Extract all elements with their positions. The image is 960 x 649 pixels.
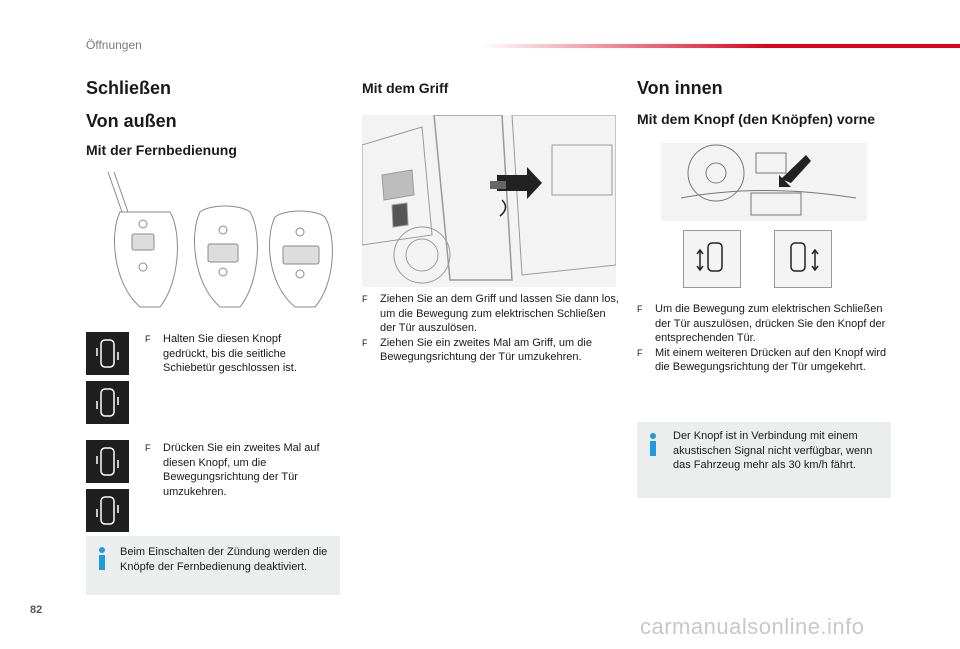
front-button-left-icon xyxy=(683,230,741,288)
bullet-item: F Um die Bewegung zum elektrischen Schließen der Tür auszulösen, drücken Sie den Knopf der entsprechenden Tür. xyxy=(637,303,886,344)
info-box xyxy=(637,422,891,498)
info-icon xyxy=(649,433,657,457)
handle-instructions xyxy=(362,292,620,365)
bullet-marker: F xyxy=(362,337,368,348)
heading-handle: Mit dem Griff xyxy=(362,80,449,96)
page-number: 82 xyxy=(30,604,43,616)
remote-keys-illustration xyxy=(100,172,340,312)
sliding-door-icon xyxy=(86,381,129,424)
info-icon xyxy=(98,547,106,571)
bullet-item: F Ziehen Sie ein zweites Mal am Griff, um die Bewegungsrichtung der Tür umzukehren. xyxy=(362,336,592,363)
info-text: Der Knopf ist in Verbindung mit einem akustischen Signal nicht verfügbar, wenn das Fahrzeug mehr als 30 km/h fährt. xyxy=(673,430,873,471)
sliding-door-icon xyxy=(86,440,129,483)
bullet-marker: F xyxy=(362,294,368,304)
sliding-door-icon xyxy=(86,332,129,375)
door-handle-illustration xyxy=(362,115,616,287)
heading-remote: Mit der Fernbedienung xyxy=(86,142,237,158)
section-title: Öffnungen xyxy=(86,38,142,52)
watermark: carmanualsonline.info xyxy=(640,614,865,639)
bullet-marker: F xyxy=(145,443,151,453)
front-button-instructions xyxy=(637,302,895,375)
bullet-marker: F xyxy=(145,334,151,344)
heading-front-button: Mit dem Knopf (den Knöpfen) vorne xyxy=(637,111,875,127)
front-button-right-icon xyxy=(774,230,832,288)
bullet-item: F Ziehen Sie an dem Griff und lassen Sie dann los, um die Bewegung zum elektrischen Schließen der Tür auszulösen. xyxy=(362,293,619,334)
info-box xyxy=(86,536,340,595)
page-title: Schließen xyxy=(86,78,172,98)
title-inside: Von innen xyxy=(637,78,723,98)
sliding-door-icon xyxy=(86,489,129,532)
header-accent-line xyxy=(480,44,960,48)
subtitle-outside: Von außen xyxy=(86,111,177,131)
bullet-marker: F xyxy=(637,347,643,358)
instruction-reverse: F Drücken Sie ein zweites Mal auf diesen Knopf, um die Bewegungsrichtung der Tür umzukehren. xyxy=(145,442,320,498)
bullet-item: F Mit einem weiteren Drücken auf den Knopf wird die Bewegungsrichtung der Tür umgekehrt. xyxy=(637,346,887,373)
bullet-marker: F xyxy=(637,304,643,314)
instruction-hold: F Halten Sie diesen Knopf gedrückt, bis die seitliche Schiebetür geschlossen ist. xyxy=(145,333,297,374)
info-text: Beim Einschalten der Zündung werden die Knöpfe der Fernbedienung deaktiviert. xyxy=(120,546,328,573)
dashboard-illustration xyxy=(661,143,867,221)
